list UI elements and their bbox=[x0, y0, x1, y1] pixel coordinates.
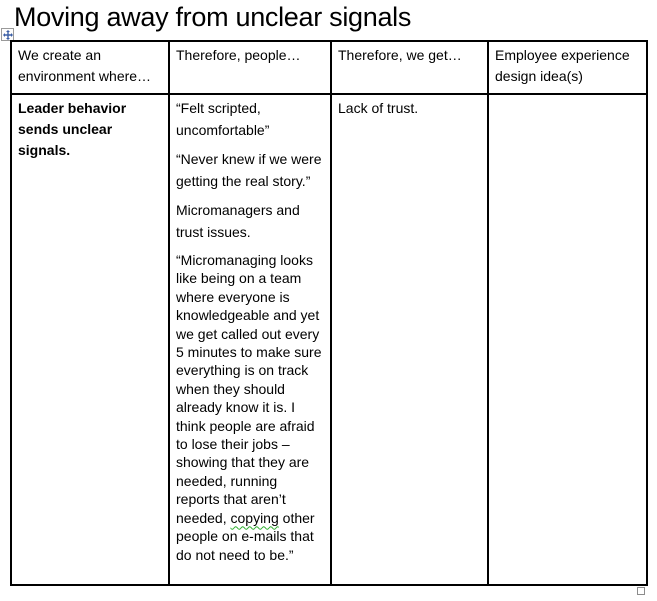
move-arrows-icon bbox=[3, 30, 13, 40]
header-people[interactable]: Therefore, people… bbox=[169, 41, 331, 94]
quote-micromanaging bbox=[176, 251, 324, 564]
table-row bbox=[11, 94, 647, 585]
cell-environment[interactable]: Leader behavior sends unclear signals. bbox=[11, 94, 169, 585]
header-design-ideas[interactable]: Employee experience design idea(s) bbox=[488, 41, 647, 94]
header-environment[interactable]: We create an environment where… bbox=[11, 41, 169, 94]
text-micromanagers: Micromanagers and trust issues. bbox=[176, 202, 300, 240]
quote-micromanaging-before: “Micromanaging looks like being on a team where everyone is knowledgeable and yet we get called out every 5 minutes to make sure everything is on track when they should already know it is. I think people are afraid to lose their jobs – showing that they are needed, running reports that aren’t needed, bbox=[176, 252, 322, 526]
quote-micromanaging-after: other people on e-mails that do not need to be.” bbox=[176, 509, 315, 563]
cell-we-get[interactable]: Lack of trust. bbox=[331, 94, 488, 585]
quote-never-knew: “Never knew if we were getting the real story.” bbox=[176, 151, 322, 189]
header-we-get[interactable]: Therefore, we get… bbox=[331, 41, 488, 94]
cell-design-ideas[interactable] bbox=[488, 94, 647, 585]
signals-table bbox=[10, 40, 648, 586]
page-title[interactable]: Moving away from unclear signals bbox=[14, 2, 412, 32]
quote-felt-scripted: “Felt scripted, uncomfortable” bbox=[176, 100, 270, 138]
table-resize-handle[interactable] bbox=[637, 587, 645, 595]
grammar-flagged-word: copying bbox=[230, 509, 279, 526]
header-row bbox=[11, 41, 647, 94]
cell-people[interactable] bbox=[169, 94, 331, 585]
